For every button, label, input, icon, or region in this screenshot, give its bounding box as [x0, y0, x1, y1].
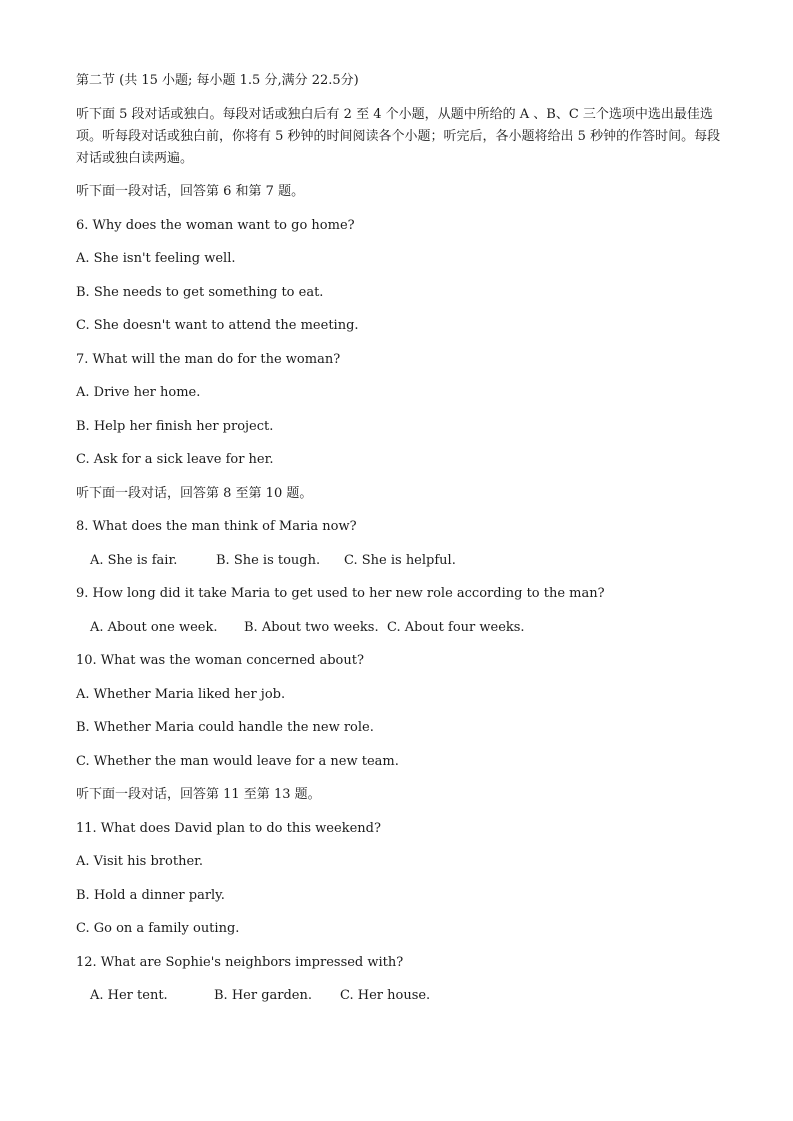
exam-page [76, 70, 726, 1007]
option-b: B. She is tough. [216, 552, 321, 568]
option-c: C. Ask for a sick leave for her. [76, 452, 274, 467]
passage-intro: 听下面一段对话，回答第 8 至第 10 题。 [76, 485, 313, 501]
option-a: A. Visit his brother. [76, 854, 204, 869]
option-b: B. Her garden. [214, 988, 313, 1003]
option-a: A. Her tent. [90, 988, 168, 1003]
question-stem: 12. What are Sophie's neighbors impressed with? [76, 954, 404, 970]
options-row [76, 985, 726, 1007]
question-stem: 10. What was the woman concerned about? [76, 653, 364, 668]
passage-intro: 听下面一段对话，回答第 6 和第 7 题。 [76, 184, 305, 199]
option-c: C. Her house. [340, 988, 431, 1003]
option-b: B. Help her finish her project. [76, 418, 274, 434]
option-b: B. About two weeks. [244, 619, 379, 635]
option-b: B. She needs to get something to eat. [76, 284, 324, 300]
option-a: A. Drive her home. [76, 385, 201, 400]
option-a: A. Whether Maria liked her job. [76, 686, 286, 702]
options-row [76, 550, 726, 572]
option-a: A. About one week. [90, 619, 218, 635]
options-row [76, 617, 726, 639]
option-c: C. Go on a family outing. [76, 921, 240, 936]
option-a: A. She is fair. [90, 552, 178, 568]
question-stem: 8. What does the man think of Maria now? [76, 519, 357, 534]
option-c: C. About four weeks. [387, 619, 525, 635]
option-b: B. Hold a dinner parly. [76, 887, 225, 903]
option-b: B. Whether Maria could handle the new role. [76, 720, 374, 735]
option-a: A. She isn't feeling well. [76, 251, 236, 266]
section-header: 第二节 (共 15 小题; 每小题 1.5 分,满分 22.5分) [76, 73, 359, 88]
option-c: C. She is helpful. [344, 552, 456, 568]
question-stem: 6. Why does the woman want to go home? [76, 217, 355, 233]
passage-intro: 听下面一段对话，回答第 11 至第 13 题。 [76, 787, 321, 802]
question-stem: 7. What will the man do for the woman? [76, 351, 341, 367]
option-c: C. Whether the man would leave for a new team. [76, 753, 399, 769]
question-stem: 9. How long did it take Maria to get used to her new role according to the man? [76, 586, 605, 601]
option-c: C. She doesn't want to attend the meeting. [76, 318, 359, 333]
instructions: 听下面 5 段对话或独白。每段对话或独白后有 2 至 4 个小题，从题中所给的 A 、B、C 三个选项中选出最佳选项。听每段对话或独白前，你将有 5 秒钟的时间阅读各个小题；听完后，各小题将给出 5 秒钟的作答时间。每段对话或独白读两遍。 [76, 106, 721, 166]
question-stem: 11. What does David plan to do this weekend? [76, 820, 381, 836]
